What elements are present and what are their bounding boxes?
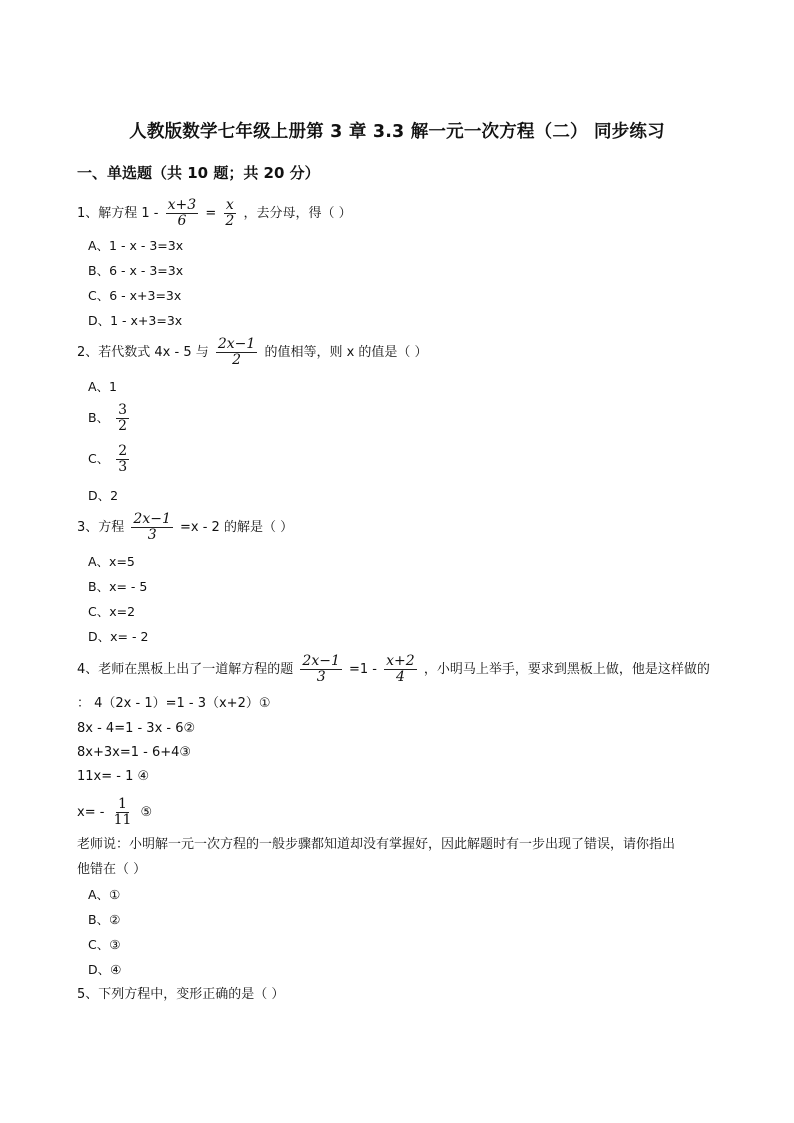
question-2-suffix: 的值相等，则 x 的值是（ ） bbox=[264, 345, 428, 360]
fraction-denominator: 3 bbox=[147, 527, 157, 543]
fraction-numerator: x+3 bbox=[167, 197, 197, 213]
question-1-suffix: ，去分母，得（ ） bbox=[243, 206, 352, 221]
question-4-prefix: 4、老师在黑板上出了一道解方程的题 bbox=[77, 662, 294, 677]
option-a[interactable]: A、① bbox=[88, 887, 121, 902]
option-b[interactable]: B、x= - 5 bbox=[88, 579, 148, 594]
option-c[interactable]: C、x=2 bbox=[88, 604, 136, 619]
question-1 bbox=[77, 198, 352, 229]
option-a[interactable]: A、1 bbox=[88, 379, 118, 394]
solution-step-3: 8x+3x=1 - 6+4③ bbox=[77, 745, 192, 760]
fraction-numerator: 2 bbox=[118, 443, 128, 459]
fraction-numerator: 2x−1 bbox=[217, 336, 256, 352]
step-5-suffix: ⑤ bbox=[140, 805, 153, 820]
option-c[interactable]: C、③ bbox=[88, 937, 121, 952]
fraction-denominator: 4 bbox=[395, 669, 405, 685]
solution-step-2: 8x - 4=1 - 3x - 6② bbox=[77, 721, 196, 736]
fraction-denominator: 3 bbox=[316, 669, 326, 685]
equals-sign: = bbox=[205, 206, 217, 221]
option-b[interactable] bbox=[88, 403, 132, 434]
question-4-fraction-1 bbox=[300, 654, 341, 685]
option-label: C、 bbox=[88, 451, 110, 466]
fraction-denominator: 3 bbox=[118, 459, 128, 475]
fraction-numerator: 2x−1 bbox=[133, 511, 171, 527]
question-4-fraction-2 bbox=[384, 654, 417, 685]
option-d[interactable]: D、1 - x+3=3x bbox=[88, 313, 183, 328]
option-d[interactable]: D、④ bbox=[88, 962, 122, 977]
solution-step-5 bbox=[77, 797, 152, 828]
fraction-denominator: 2 bbox=[225, 213, 235, 229]
fraction-numerator: 2x−1 bbox=[302, 653, 340, 669]
option-b[interactable]: B、② bbox=[88, 912, 121, 927]
option-a[interactable]: A、x=5 bbox=[88, 554, 135, 569]
fraction-denominator: 2 bbox=[118, 418, 127, 434]
option-b[interactable]: B、6 - x - 3=3x bbox=[88, 263, 184, 278]
fraction-denominator: 2 bbox=[232, 352, 242, 368]
option-c[interactable]: C、6 - x+3=3x bbox=[88, 288, 182, 303]
fraction-denominator: 11 bbox=[113, 812, 132, 828]
fraction-numerator: 1 bbox=[118, 796, 127, 812]
step-5-prefix: x= - bbox=[77, 805, 105, 820]
option-b-fraction bbox=[116, 403, 129, 434]
teacher-comment-line-1: 老师说：小明解一元一次方程的一般步骤都知道却没有掌握好，因此解题时有一步出现了错误，请你指出 bbox=[77, 837, 676, 852]
question-1-fraction-2 bbox=[223, 198, 236, 229]
question-2-prefix: 2、若代数式 4x - 5 与 bbox=[77, 345, 209, 360]
solution-step-4: 11x= - 1 ④ bbox=[77, 769, 150, 784]
option-label: B、 bbox=[88, 410, 110, 425]
fraction-denominator: 6 bbox=[177, 213, 187, 229]
section-heading: 一、单选题（共 10 题；共 20 分） bbox=[77, 164, 320, 182]
question-4-suffix: ，小明马上举手，要求到黑板上做，他是这样做的 bbox=[423, 662, 710, 677]
fraction-numerator: 3 bbox=[118, 402, 127, 418]
fraction-numerator: x bbox=[225, 197, 234, 213]
solution-step-1: ： 4（2x - 1）=1 - 3（x+2）① bbox=[77, 696, 271, 711]
question-5: 5、下列方程中，变形正确的是（ ） bbox=[77, 987, 285, 1002]
question-3-suffix: =x - 2 的解是（ ） bbox=[180, 520, 294, 535]
step-5-fraction bbox=[112, 797, 134, 828]
question-3 bbox=[77, 512, 293, 543]
teacher-comment-line-2: 他错在（ ） bbox=[77, 862, 147, 877]
question-3-fraction bbox=[131, 512, 172, 543]
question-4-mid: =1 - bbox=[349, 662, 378, 677]
question-2 bbox=[77, 337, 428, 368]
option-a[interactable]: A、1 - x - 3=3x bbox=[88, 238, 184, 253]
document-title: 人教版数学七年级上册第 3 章 3.3 解一元一次方程（二） 同步练习 bbox=[129, 122, 665, 142]
question-4 bbox=[77, 654, 710, 685]
question-1-fraction-1 bbox=[166, 198, 199, 229]
option-d[interactable]: D、2 bbox=[88, 488, 119, 503]
fraction-numerator: x+2 bbox=[386, 653, 415, 669]
option-d[interactable]: D、x= - 2 bbox=[88, 629, 149, 644]
option-c-fraction bbox=[116, 444, 129, 475]
option-c[interactable] bbox=[88, 444, 132, 475]
question-1-prefix: 1、解方程 1 - bbox=[77, 206, 159, 221]
question-2-fraction bbox=[216, 337, 257, 368]
question-3-prefix: 3、方程 bbox=[77, 520, 125, 535]
